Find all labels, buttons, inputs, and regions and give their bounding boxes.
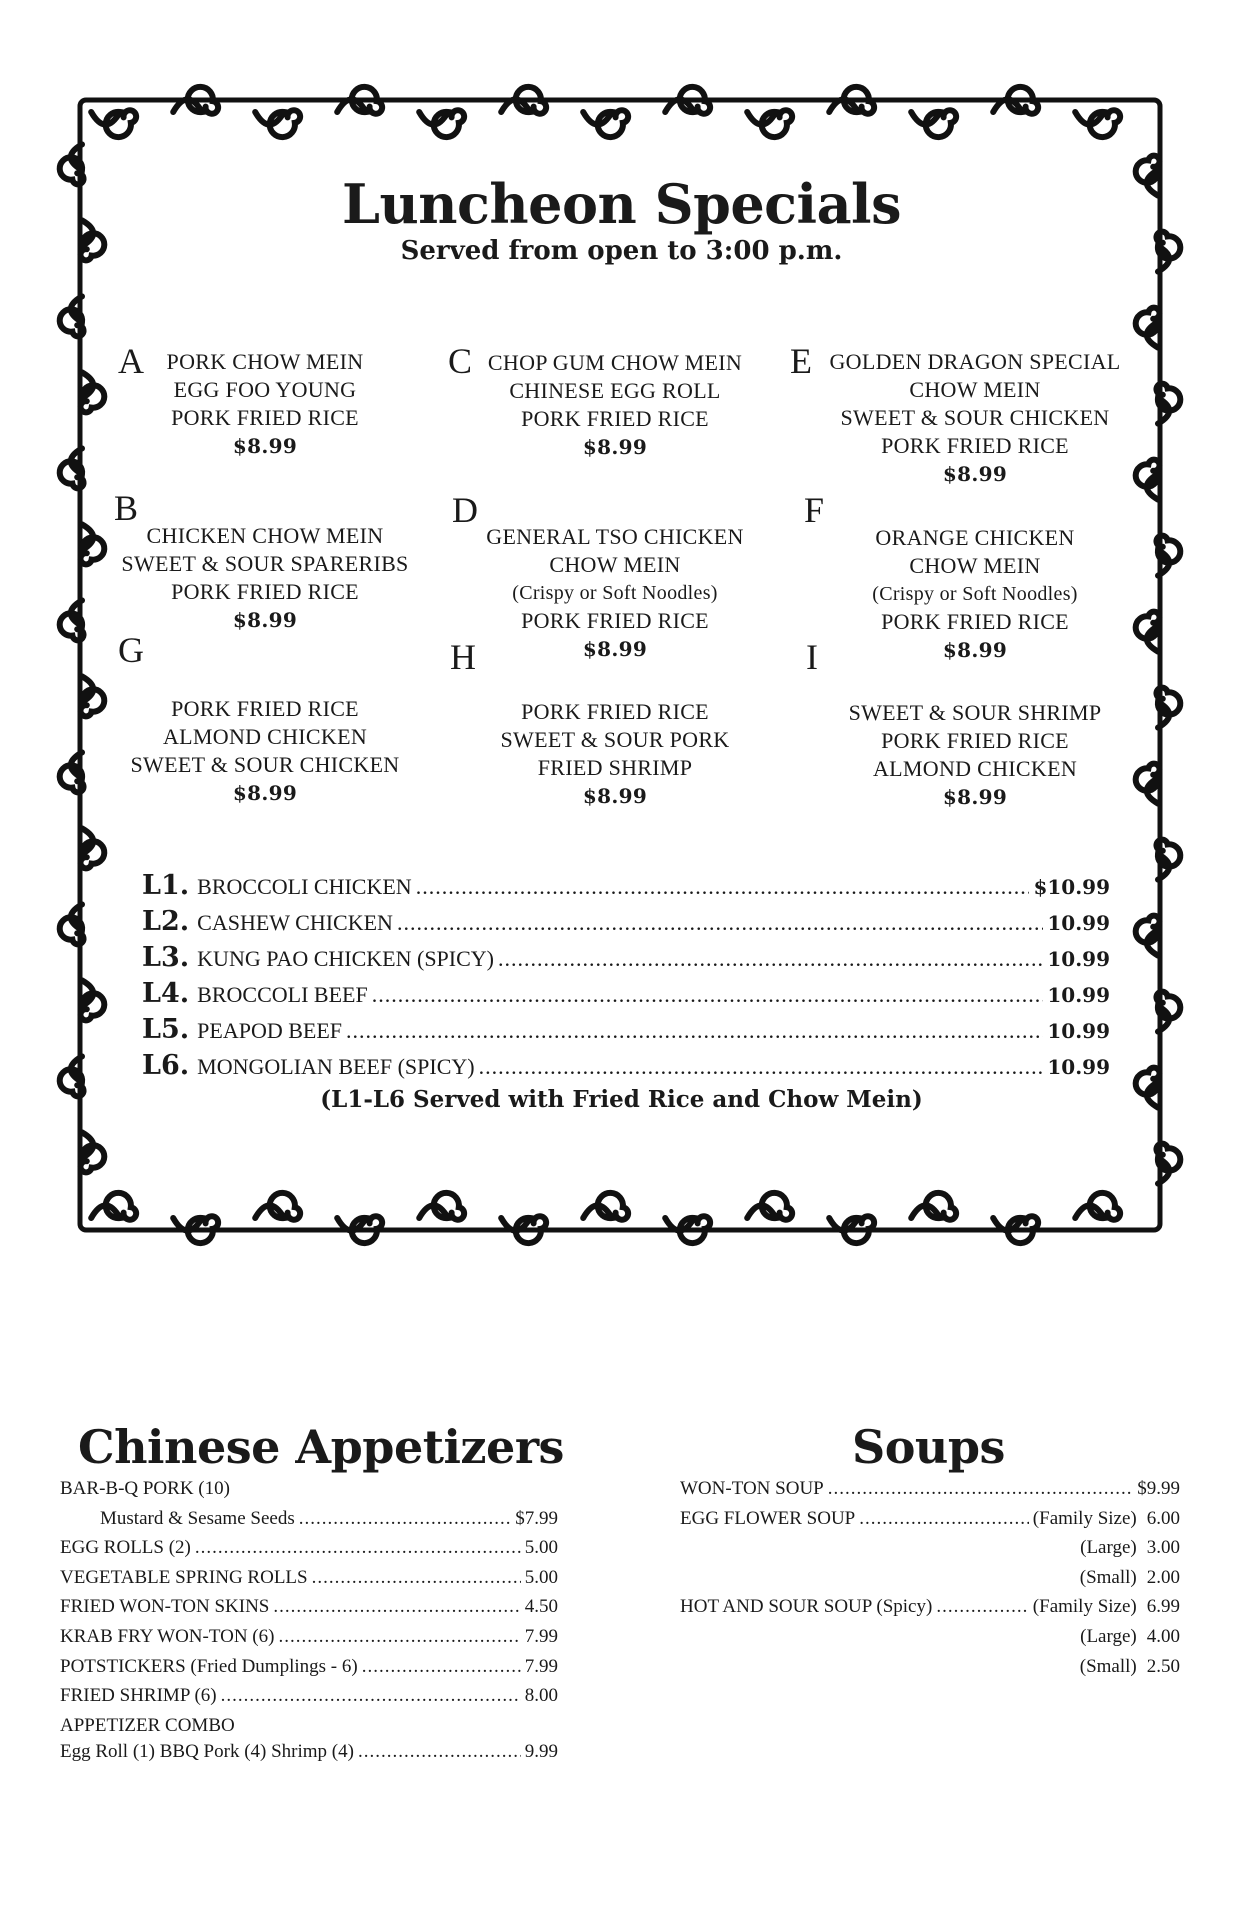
item-size: (Family Size) <box>1032 1596 1137 1618</box>
swirl-ornament <box>80 372 104 412</box>
dot-leader <box>372 982 1044 1008</box>
list-item <box>60 1715 558 1741</box>
appetizers-list <box>60 1478 558 1770</box>
item-size: (Large) <box>1080 1625 1137 1647</box>
soups-list <box>680 1478 1180 1685</box>
item-name: CASHEW CHICKEN <box>197 910 393 935</box>
item-price: 6.99 <box>1146 1596 1180 1618</box>
combo-item: CHOW MEIN <box>909 377 1041 402</box>
combo-h-letter: H <box>450 637 476 677</box>
item-price: 10.99 <box>1047 983 1110 1007</box>
item-size: (Large) <box>1080 1537 1137 1559</box>
swirl-ornament <box>829 87 874 114</box>
combo-h-items <box>455 698 775 810</box>
dot-leader <box>479 1054 1044 1080</box>
list-item <box>680 1567 1180 1597</box>
combo-item: CHOW MEIN <box>549 552 681 577</box>
item-name: MONGOLIAN BEEF (SPICY) <box>197 1054 475 1079</box>
combo-note: (Crispy or Soft Noodles) <box>872 583 1078 605</box>
item-name: FRIED SHRIMP (6) <box>60 1685 217 1707</box>
dot-leader <box>936 1596 1028 1618</box>
swirl-ornament <box>255 110 300 137</box>
swirl-ornament <box>665 1216 710 1243</box>
list-item <box>60 1478 558 1508</box>
swirl-ornament <box>173 1216 218 1243</box>
combo-d-letter: D <box>452 490 478 530</box>
item-code: L6. <box>142 1050 190 1081</box>
combo-item: CHOP GUM CHOW MEIN <box>487 350 743 375</box>
item-price: 3.00 <box>1146 1537 1180 1559</box>
list-item <box>60 1656 558 1686</box>
swirl-ornament <box>80 676 104 716</box>
swirl-ornament <box>337 1216 382 1243</box>
swirl-ornament <box>993 87 1038 114</box>
swirl-ornament <box>419 1193 464 1220</box>
combo-item: ORANGE CHICKEN <box>875 525 1075 550</box>
combo-c-letter: C <box>448 341 473 381</box>
item-name: FRIED WON-TON SKINS <box>60 1596 270 1618</box>
item-price: 2.50 <box>1146 1655 1180 1677</box>
item-price: 6.00 <box>1146 1507 1180 1529</box>
swirl-ornament <box>1136 764 1160 804</box>
combo-item: SWEET & SOUR PORK <box>500 727 730 752</box>
item-size: (Small) <box>1079 1655 1137 1677</box>
combo-price: $8.99 <box>232 781 298 805</box>
item-name: KRAB FRY WON-TON (6) <box>60 1625 275 1647</box>
item-price: 10.99 <box>1047 911 1110 935</box>
dot-leader <box>278 1626 520 1648</box>
list-item <box>60 1508 558 1538</box>
list-item <box>680 1537 1180 1567</box>
swirl-ornament <box>80 1132 104 1172</box>
combo-item: CHINESE EGG ROLL <box>509 378 721 403</box>
item-price: 10.99 <box>1047 947 1110 971</box>
combo-price: $8.99 <box>942 638 1008 662</box>
combo-item: PORK CHOW MEIN <box>166 349 364 374</box>
combo-i-letter: I <box>806 637 818 677</box>
combo-item: CHICKEN CHOW MEIN <box>146 523 384 548</box>
swirl-ornament <box>1075 110 1120 137</box>
soups-title: Soups <box>852 1420 1005 1474</box>
combo-price: $8.99 <box>582 784 648 808</box>
combo-c-items <box>455 349 775 461</box>
item-price: 10.99 <box>1047 1019 1110 1043</box>
list-item <box>680 1626 1180 1656</box>
combo-b-items <box>105 522 425 634</box>
combo-item: ALMOND CHICKEN <box>162 724 368 749</box>
item-name: APPETIZER COMBO <box>60 1714 235 1736</box>
combo-item: SWEET & SOUR CHICKEN <box>840 405 1110 430</box>
item-name: WON-TON SOUP <box>680 1478 824 1499</box>
combo-item: PORK FRIED RICE <box>881 728 1069 753</box>
list-item <box>142 1050 1110 1086</box>
combo-item: GOLDEN DRAGON SPECIAL <box>829 349 1121 374</box>
list-item <box>142 870 1110 906</box>
dot-leader <box>498 946 1043 972</box>
page-subtitle: Served from open to 3:00 p.m. <box>400 236 843 266</box>
page-title: Luncheon Specials <box>342 172 901 236</box>
lunch-items-list <box>142 870 1110 1086</box>
swirl-ornament <box>91 110 136 137</box>
combo-a-items <box>105 348 425 460</box>
swirl-ornament <box>501 1216 546 1243</box>
dot-leader <box>397 910 1043 936</box>
combo-f-letter: F <box>804 490 825 530</box>
dot-leader <box>362 1656 521 1678</box>
swirl-ornament <box>80 524 104 564</box>
item-name: Mustard & Sesame Seeds <box>100 1507 295 1529</box>
combo-item: PORK FRIED RICE <box>521 699 709 724</box>
item-code: L2. <box>142 906 190 937</box>
list-item <box>60 1537 558 1567</box>
combo-item: CHOW MEIN <box>909 553 1041 578</box>
item-name: KUNG PAO CHICKEN (SPICY) <box>197 946 494 971</box>
swirl-ornament <box>911 110 956 137</box>
dot-leader <box>346 1018 1043 1044</box>
item-name: BROCCOLI BEEF <box>197 982 368 1007</box>
combo-item: PORK FRIED RICE <box>881 609 1069 634</box>
swirl-ornament <box>583 1193 628 1220</box>
swirl-ornament <box>1136 308 1160 348</box>
swirl-ornament <box>829 1216 874 1243</box>
dot-leader <box>195 1537 521 1559</box>
list-item <box>60 1596 558 1626</box>
list-item <box>142 942 1110 978</box>
appetizers-title: Chinese Appetizers <box>78 1420 564 1474</box>
combo-note: (Crispy or Soft Noodles) <box>512 582 718 604</box>
swirl-ornament <box>173 87 218 114</box>
combo-item: GENERAL TSO CHICKEN <box>486 524 744 549</box>
combo-e-letter: E <box>790 341 812 381</box>
list-item <box>60 1741 558 1771</box>
item-price: 9.99 <box>524 1740 558 1762</box>
swirl-ornament <box>80 980 104 1020</box>
combo-g-letter: G <box>118 630 144 670</box>
combo-price: $8.99 <box>582 637 648 661</box>
dot-leader <box>859 1508 1029 1530</box>
item-price: 8.00 <box>524 1685 558 1707</box>
combo-price: $8.99 <box>232 434 298 458</box>
lunch-note: (L1-L6 Served with Fried Rice and Chow Mein) <box>320 1086 923 1113</box>
swirl-ornament <box>747 1193 792 1220</box>
list-item <box>680 1656 1180 1686</box>
swirl-ornament <box>665 87 710 114</box>
combo-i-items <box>815 699 1135 811</box>
list-item <box>142 978 1110 1014</box>
item-price: 4.00 <box>1146 1625 1180 1647</box>
combo-price: $8.99 <box>582 435 648 459</box>
list-item <box>142 906 1110 942</box>
list-item <box>680 1596 1180 1626</box>
combo-price: $8.99 <box>942 462 1008 486</box>
item-name: EGG ROLLS (2) <box>60 1537 191 1559</box>
item-code: L4. <box>142 978 190 1009</box>
list-item <box>680 1478 1180 1508</box>
swirl-ornament <box>419 110 464 137</box>
item-name: POTSTICKERS (Fried Dumplings - 6) <box>60 1655 358 1677</box>
combo-b-letter: B <box>114 488 139 528</box>
dot-leader <box>221 1685 521 1707</box>
dot-leader <box>299 1508 512 1530</box>
combo-item: SWEET & SOUR SPARERIBS <box>121 551 409 576</box>
dot-leader <box>416 874 1030 900</box>
item-price: $9.99 <box>1137 1478 1180 1499</box>
item-price: 10.99 <box>1047 1055 1110 1079</box>
item-code: L3. <box>142 942 190 973</box>
list-item <box>142 1014 1110 1050</box>
item-price: 7.99 <box>524 1655 558 1677</box>
swirl-ornament <box>337 87 382 114</box>
item-price: 2.00 <box>1146 1566 1180 1588</box>
combo-item: SWEET & SOUR SHRIMP <box>848 700 1102 725</box>
item-price: $10.99 <box>1033 875 1110 899</box>
item-price: 7.99 <box>524 1625 558 1647</box>
item-price: 5.00 <box>524 1566 558 1588</box>
swirl-ornament <box>911 1193 956 1220</box>
dot-leader <box>312 1567 521 1589</box>
dot-leader <box>358 1741 521 1763</box>
item-name: EGG FLOWER SOUP <box>680 1507 856 1529</box>
combo-a-letter: A <box>118 341 144 381</box>
combo-f-items <box>815 524 1135 664</box>
swirl-ornament <box>501 87 546 114</box>
list-item <box>60 1626 558 1656</box>
item-name: BROCCOLI CHICKEN <box>197 874 412 899</box>
item-name: Egg Roll (1) BBQ Pork (4) Shrimp (4) <box>60 1740 354 1762</box>
swirl-ornament <box>255 1193 300 1220</box>
combo-item: ALMOND CHICKEN <box>872 756 1078 781</box>
combo-g-items <box>105 695 425 807</box>
combo-price: $8.99 <box>942 785 1008 809</box>
item-code: L5. <box>142 1014 190 1045</box>
item-price: 4.50 <box>524 1596 558 1618</box>
combo-item: SWEET & SOUR CHICKEN <box>130 752 400 777</box>
item-size: (Family Size) <box>1032 1507 1137 1529</box>
item-name: PEAPOD BEEF <box>197 1018 343 1043</box>
swirl-ornament <box>747 110 792 137</box>
combo-item: PORK FRIED RICE <box>171 579 359 604</box>
item-name: HOT AND SOUR SOUP (Spicy) <box>680 1596 933 1618</box>
combo-item: PORK FRIED RICE <box>881 433 1069 458</box>
combo-price: $8.99 <box>232 608 298 632</box>
item-name: VEGETABLE SPRING ROLLS <box>60 1566 308 1588</box>
combo-item: PORK FRIED RICE <box>521 406 709 431</box>
swirl-ornament <box>583 110 628 137</box>
swirl-ornament <box>80 828 104 868</box>
combo-item: PORK FRIED RICE <box>171 696 359 721</box>
list-item <box>60 1567 558 1597</box>
item-code: L1. <box>142 870 190 901</box>
combo-d-items <box>455 523 775 663</box>
item-name: BAR-B-Q PORK (10) <box>60 1478 230 1499</box>
dot-leader <box>273 1596 520 1618</box>
swirl-ornament <box>1075 1193 1120 1220</box>
list-item <box>680 1508 1180 1538</box>
combo-e-items <box>815 348 1135 488</box>
combo-item: PORK FRIED RICE <box>171 405 359 430</box>
swirl-ornament <box>91 1193 136 1220</box>
swirl-ornament <box>1136 460 1160 500</box>
swirl-ornament <box>1136 916 1160 956</box>
swirl-ornament <box>1136 612 1160 652</box>
item-price: $7.99 <box>515 1507 558 1529</box>
item-size: (Small) <box>1079 1566 1137 1588</box>
combo-item: PORK FRIED RICE <box>521 608 709 633</box>
list-item <box>60 1685 558 1715</box>
combo-item: FRIED SHRIMP <box>537 755 693 780</box>
item-price: 5.00 <box>524 1537 558 1559</box>
dot-leader <box>828 1478 1134 1500</box>
swirl-ornament <box>993 1216 1038 1243</box>
combo-item: EGG FOO YOUNG <box>173 377 357 402</box>
